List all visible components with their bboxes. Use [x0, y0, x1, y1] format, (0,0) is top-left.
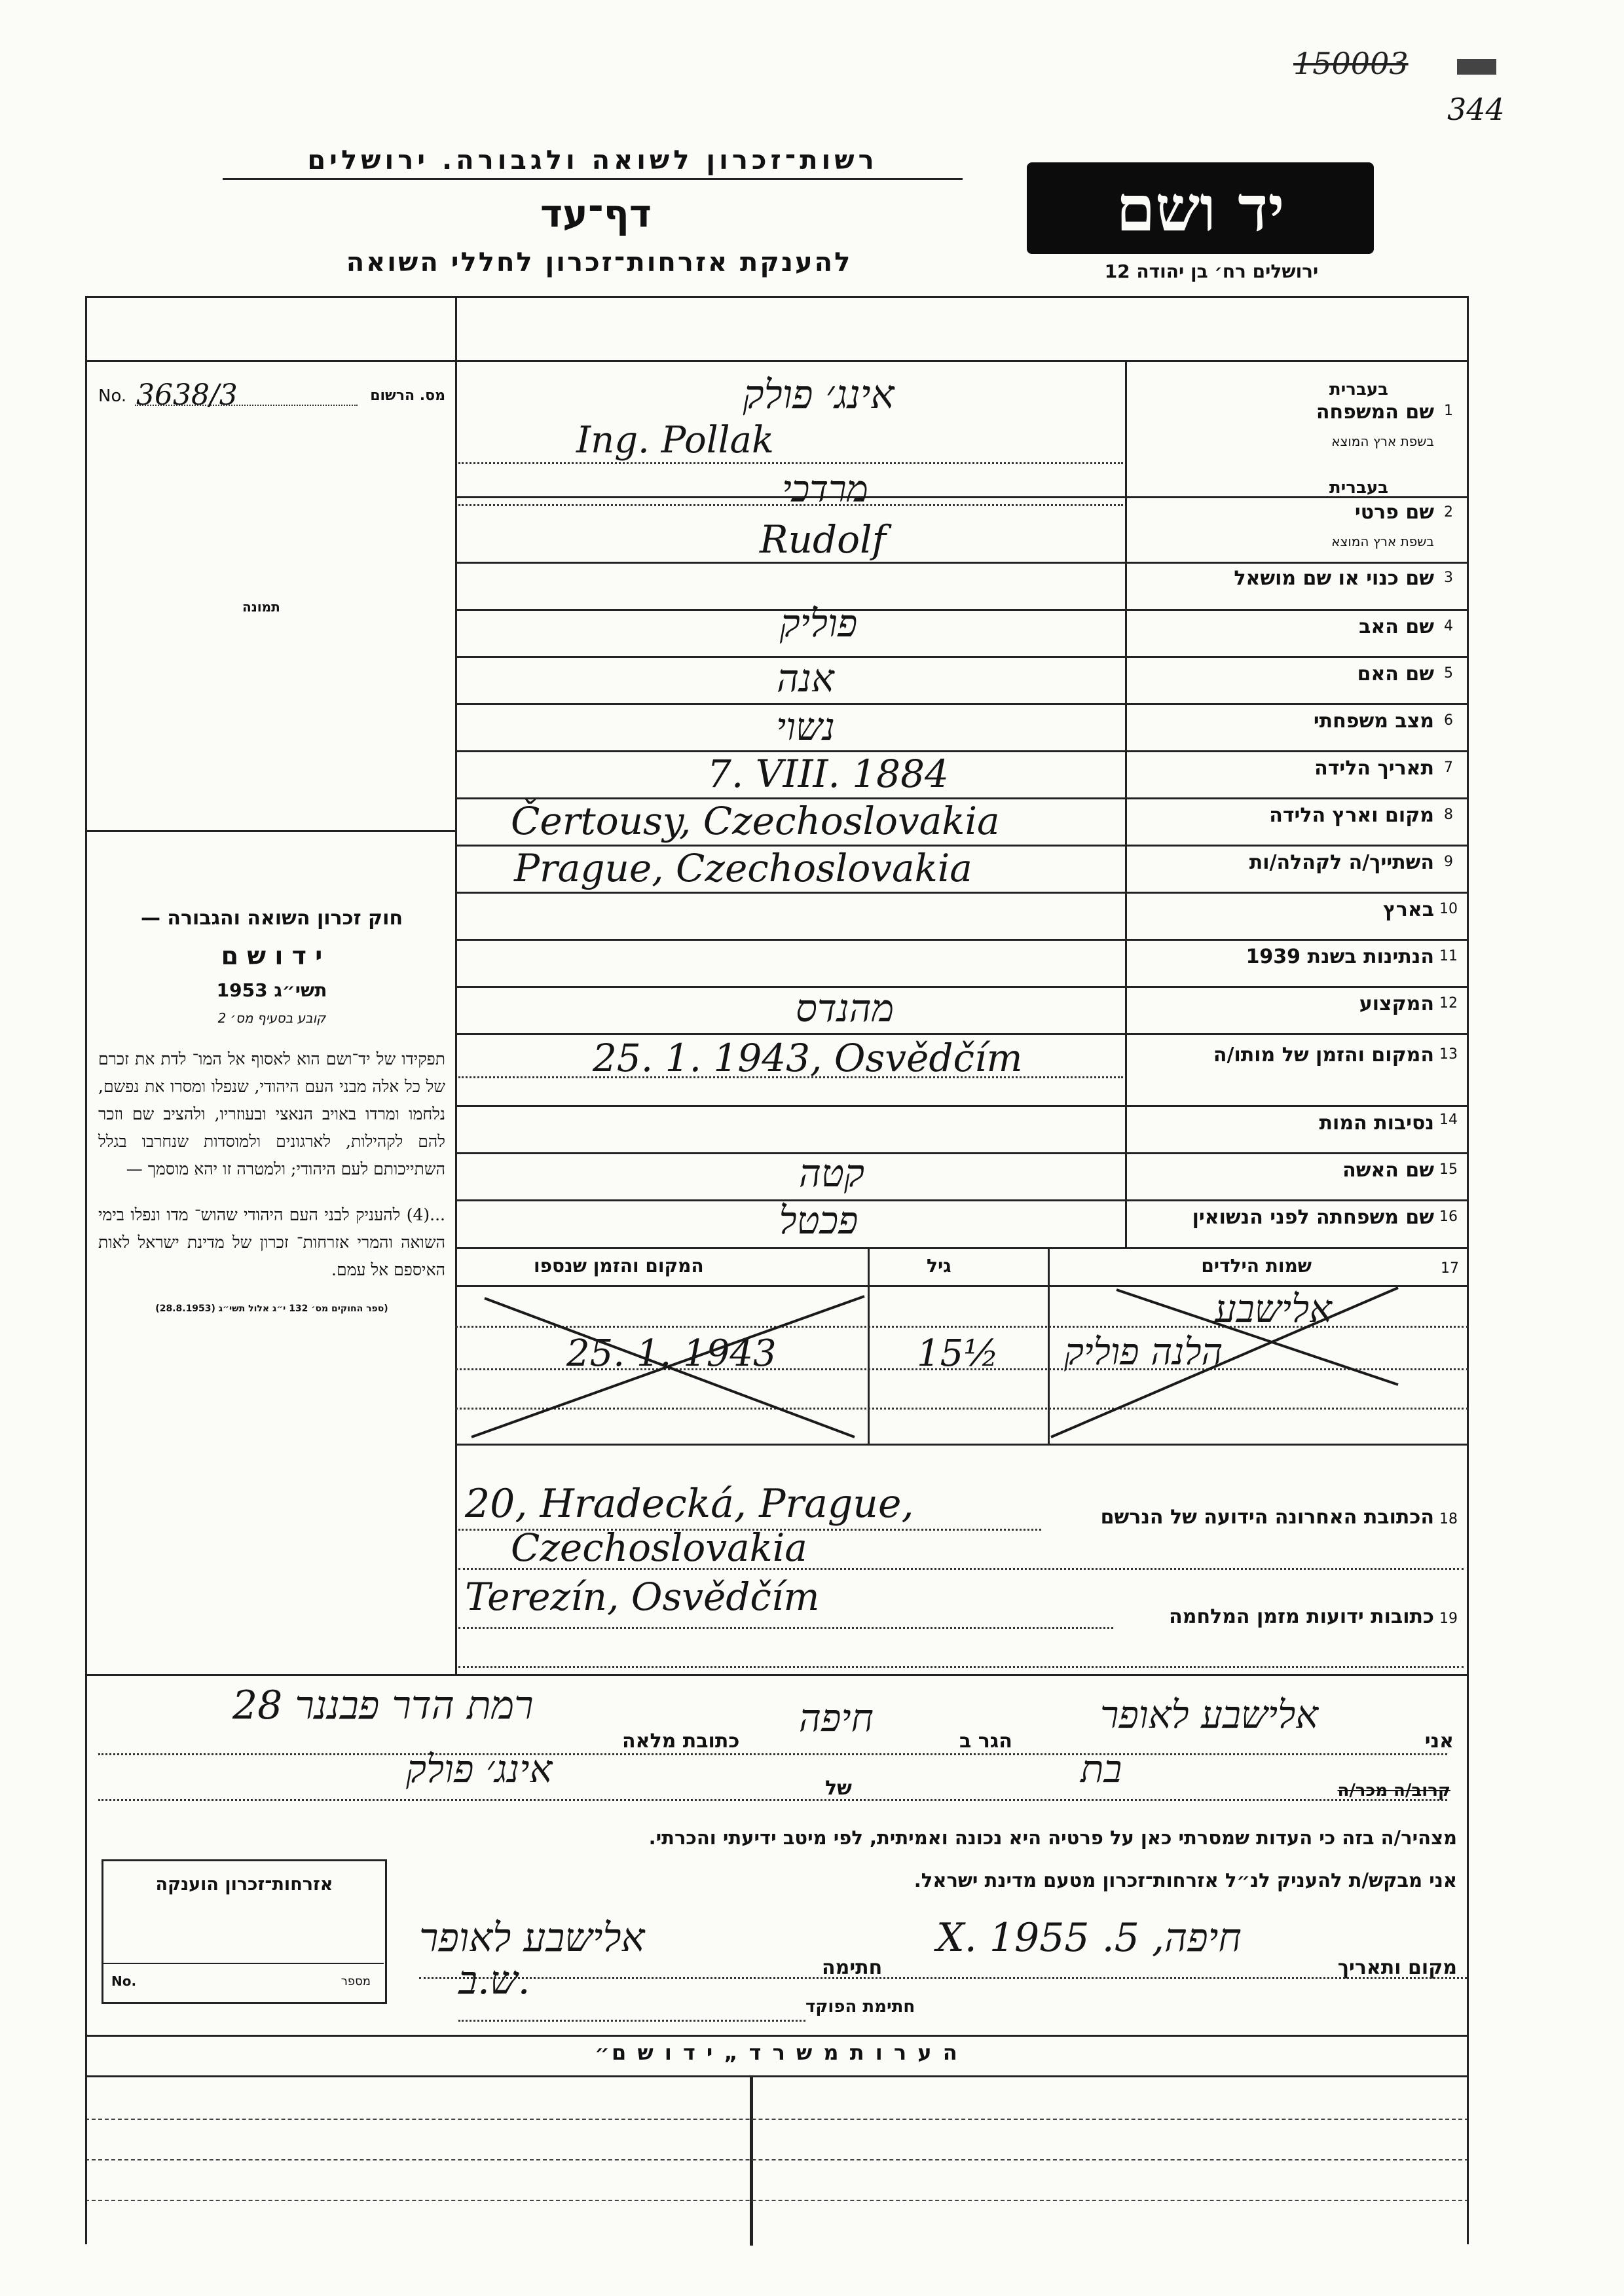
reg-dots — [135, 405, 358, 406]
decl-i-label: אני — [1424, 1730, 1454, 1753]
field-label-16: שם משפחתה לפני הנשואין — [1192, 1206, 1434, 1229]
yad-vashem-logo — [1027, 162, 1374, 254]
decl-signature-label: חתימה — [822, 1956, 883, 1979]
field-sub-origin-2: בשפת ארץ המוצא — [1331, 534, 1434, 549]
row-sep-12 — [455, 986, 1469, 988]
decl-statement-2: אני מבקש/ת להעניק לנ״ל אזרחות־זכרון מטעם מדינת ישראל. — [913, 1869, 1457, 1891]
decl-relation-label: קרוב/ה מכר/ה — [1337, 1781, 1450, 1800]
field-num-3: 3 — [1444, 570, 1453, 586]
address-dots-2 — [458, 1568, 1464, 1570]
child-name-1: אלישבע — [1215, 1286, 1332, 1331]
row-sep-4 — [455, 609, 1469, 611]
decl-full-address: רמת הדר פבננר 28 — [232, 1683, 534, 1728]
field-num-8: 8 — [1444, 807, 1453, 823]
field-label-4: שם האב — [1359, 615, 1434, 638]
field-label-3: שם כנוי או שם מושאל — [1234, 567, 1434, 590]
field-num-11: 11 — [1439, 948, 1458, 964]
notes-line-1 — [85, 2119, 1469, 2120]
child-name-2: הלנה פוליק — [1064, 1331, 1223, 1374]
notes-line-0 — [85, 2075, 1469, 2077]
notes-center-divider — [750, 2075, 753, 2246]
address-line-1: 20, Hradecká, Prague, — [465, 1481, 914, 1527]
header-address: ירושלים רח׳ בן יהודה 12 — [1104, 261, 1319, 282]
law-name: י ד ו ש ם — [221, 941, 323, 970]
field-value-7: 7. VIII. 1884 — [707, 752, 949, 796]
law-year: תשי״ג 1953 — [216, 979, 327, 1001]
decl-full-address-label: כתובת מלאה — [622, 1730, 740, 1753]
field-sub-he-1: בעברית — [1329, 380, 1388, 399]
corner-page-number: 344 — [1447, 92, 1505, 127]
row-sep-6 — [455, 703, 1469, 705]
authority-title: רשות־זכרון לשואה ולגבורה. ירושלים — [223, 145, 963, 180]
decl-city: חיפה — [799, 1696, 874, 1740]
field-value-13: 25. 1. 1943, Osvědčím — [593, 1036, 1023, 1080]
field-label-18: הכתובת האחרונה הידועה של הנרשם — [1100, 1506, 1434, 1529]
top-band-line — [85, 360, 1469, 362]
form-title: דף־עד — [540, 191, 652, 236]
form-subtitle: להענקת אזרחות־זכרון לחללי השואה — [346, 247, 853, 278]
wartime-dots-2 — [458, 1666, 1464, 1668]
row-sep-13 — [455, 1033, 1469, 1035]
decl-declarant: אלישבע לאופר — [1100, 1692, 1319, 1737]
citizenship-no-row — [103, 1963, 384, 2000]
field-label-5: שם האם — [1357, 663, 1434, 685]
field-num-4: 4 — [1444, 618, 1453, 634]
field-num-6: 6 — [1444, 712, 1453, 729]
children-col-names: שמות הילדים — [1201, 1255, 1312, 1277]
field-label-19: כתובות ידועות מזמן המלחמה — [1169, 1605, 1434, 1628]
field-dots-1 — [458, 462, 1123, 464]
wartime-address: Terezín, Osvědčím — [465, 1575, 820, 1619]
left-panel-divider — [455, 296, 457, 1674]
field-value-he-2: מרדכי — [782, 468, 868, 511]
field-sub-origin-1: בשפת ארץ המוצא — [1331, 433, 1434, 449]
child-age: 15½ — [917, 1332, 999, 1375]
logo-text: יד ושם — [1116, 171, 1285, 246]
corner-crossed-number: 150003 — [1293, 46, 1409, 81]
field-num-18: 18 — [1439, 1511, 1458, 1527]
field-num-13: 13 — [1439, 1046, 1458, 1063]
row-sep-11 — [455, 939, 1469, 941]
decl-officer-label: חתימת הפוקד — [805, 1997, 915, 2016]
office-notes-title: ה ע ר ו ת מ ש ר ד „ י ד ו ש ם״ — [595, 2040, 959, 2065]
citizenship-box — [101, 1859, 387, 2004]
decl-place-date-label: מקום ותאריך — [1337, 1956, 1457, 1979]
frame-left — [85, 296, 87, 2037]
children-cross-out — [455, 1247, 1469, 1444]
field-value-6: נשוי — [776, 704, 835, 749]
decl-dots-1 — [98, 1753, 1447, 1755]
field-value-12: מהנדס — [795, 986, 895, 1030]
field-label-1: שם המשפחה — [1316, 401, 1434, 424]
law-citation: (ספר החוקים מס׳ 132 י״ג אלול תשי״ג (28.8.1953) — [155, 1303, 388, 1314]
photo-label: תמונה — [242, 599, 280, 615]
law-title: חוק זכרון השואה והגבורה — — [140, 907, 403, 930]
field-num-12: 12 — [1439, 995, 1458, 1011]
children-col-place: המקום והזמן שנספו — [534, 1255, 704, 1277]
wartime-dots-1 — [458, 1627, 1113, 1629]
field-label-6: מצב משפחתי — [1313, 710, 1434, 733]
field-label-15: שם האשה — [1342, 1159, 1434, 1182]
decl-lives-in-label: הגר ב — [959, 1730, 1012, 1753]
field-value-origin-2: Rudolf — [760, 517, 887, 562]
child-place-time: 25. 1. 1943 — [566, 1332, 777, 1375]
decl-of-name: אינג׳ פולק — [406, 1747, 553, 1791]
citizenship-number-label: מספר — [341, 1975, 371, 1988]
row-sep-16 — [455, 1199, 1469, 1201]
field-dots-2 — [458, 504, 1123, 506]
field-sub-he-2: בעברית — [1329, 478, 1388, 498]
field-num-19: 19 — [1439, 1611, 1458, 1627]
notes-line-3 — [85, 2200, 1469, 2201]
field-value-origin-1: Ing. Pollak — [576, 419, 774, 462]
decl-statement-1: מצהיר/ה בזה כי העדות שמסרתי כאן על פרטיה היא נכונה ואמיתית, לפי מיטב ידיעתי והכרתי. — [648, 1827, 1457, 1849]
frame-right — [1467, 296, 1469, 2037]
frame-top — [85, 296, 1469, 298]
citizenship-box-title: אזרחות־זכרון הוענקה — [155, 1874, 333, 1895]
row-sep-7 — [455, 750, 1469, 752]
row-sep-3 — [455, 562, 1469, 564]
registration-number — [98, 378, 445, 411]
notes-left-border — [85, 2035, 87, 2244]
field-num-10: 10 — [1439, 901, 1458, 917]
row-sep-10 — [455, 892, 1469, 894]
decl-dots-4 — [458, 2020, 805, 2022]
citizenship-no-label: No. — [111, 1973, 137, 1989]
law-text-block — [98, 907, 445, 1314]
reg-label: מס. הרשום — [370, 388, 445, 404]
decl-dots-3 — [419, 1977, 1467, 1979]
office-notes-section — [85, 2035, 1469, 2244]
field-value-15: קטה — [798, 1151, 865, 1195]
field-label-11: הנתינות בשנת 1939 — [1246, 945, 1434, 968]
row-sep-15 — [455, 1152, 1469, 1154]
field-label-7: תאריך הלידה — [1314, 757, 1434, 780]
field-num-9: 9 — [1444, 854, 1453, 870]
field-num-15: 15 — [1439, 1161, 1458, 1178]
field-value-5: אנה — [777, 656, 834, 701]
decl-of-label: של — [825, 1777, 852, 1800]
row-sep-14 — [455, 1105, 1469, 1107]
field-num-16: 16 — [1439, 1209, 1458, 1225]
photo-box-bottom — [85, 830, 457, 832]
children-table — [455, 1247, 1469, 1444]
field-label-14: נסיבות המות — [1319, 1112, 1434, 1135]
field-label-12: המקצוע — [1359, 993, 1434, 1015]
field-dots-13 — [458, 1076, 1123, 1078]
field-label-10: בארץ — [1382, 898, 1434, 921]
field-label-13: המקום והזמן של מותו/ה — [1213, 1044, 1434, 1066]
field-value-he-1: אינג׳ פולק — [743, 372, 895, 418]
law-paragraph: תפקידו של יד־ושם הוא לאסוף אל המו־ לדת את זכרם של כל אלה מבני העם היהודי, שנפלו ומסרו את נפשם, נלחמו ומרדו באויב הנאצי ובעוזריו, ולהציב שם וזכר להם לקהילות, לארגונים ולמוסדות שנחרבו בגלל השתייכותם לעם היהודי; ולמטרה זו יהא מוסמך — — [98, 1049, 445, 1178]
field-value-8: Čertousy, Czechoslovakia — [511, 799, 1000, 843]
row-sep-2 — [455, 496, 1469, 498]
decl-relation: בת — [1080, 1747, 1122, 1791]
law-section: קובע בסעיף מס׳ 2 — [217, 1010, 326, 1026]
corner-strike-mark — [1457, 59, 1496, 75]
address-section-bottom — [85, 1674, 1469, 1676]
notes-right-border — [1467, 2035, 1469, 2244]
row-sep-5 — [455, 656, 1469, 658]
address-line-2: Czechoslovakia — [511, 1525, 807, 1570]
decl-officer-initials: ש.ב. — [458, 1958, 530, 2003]
decl-signature: אלישבע לאופר — [419, 1915, 645, 1961]
field-value-16: פכטל — [779, 1198, 858, 1243]
field-num-2: 2 — [1444, 504, 1453, 520]
address-dots-1 — [458, 1529, 1041, 1531]
field-label-8: מקום וארץ הלידה — [1269, 804, 1434, 827]
field-num-17: 17 — [1441, 1260, 1459, 1277]
notes-line-2 — [85, 2159, 1469, 2160]
field-label-2: שם פרטי — [1354, 501, 1434, 524]
children-col-age: גיל — [927, 1255, 951, 1277]
reg-prefix: No. — [98, 386, 127, 406]
label-column-divider — [1125, 360, 1127, 1247]
law-clause: ...(4) להעניק לבני העם היהודי שהוש־ מדו ונפלו בימי השואה והמרי אזרחות־ זכרון של מדינת ישראל לאות האיספם אל עמם. — [98, 1205, 445, 1279]
reg-number-value: 3638/3 — [136, 378, 238, 412]
field-num-14: 14 — [1439, 1112, 1458, 1128]
field-num-5: 5 — [1444, 665, 1453, 682]
decl-dots-2 — [98, 1799, 1447, 1801]
field-num-7: 7 — [1444, 759, 1453, 776]
field-value-4: פוליק — [779, 601, 858, 646]
children-table-bottom — [455, 1444, 1469, 1446]
field-num-1: 1 — [1444, 403, 1453, 419]
decl-place-date: חיפה, 5. X. 1955 — [936, 1915, 1242, 1961]
field-value-9: Prague, Czechoslovakia — [514, 846, 972, 890]
field-label-9: השתייך/ה לקהלה/ות — [1249, 851, 1434, 874]
